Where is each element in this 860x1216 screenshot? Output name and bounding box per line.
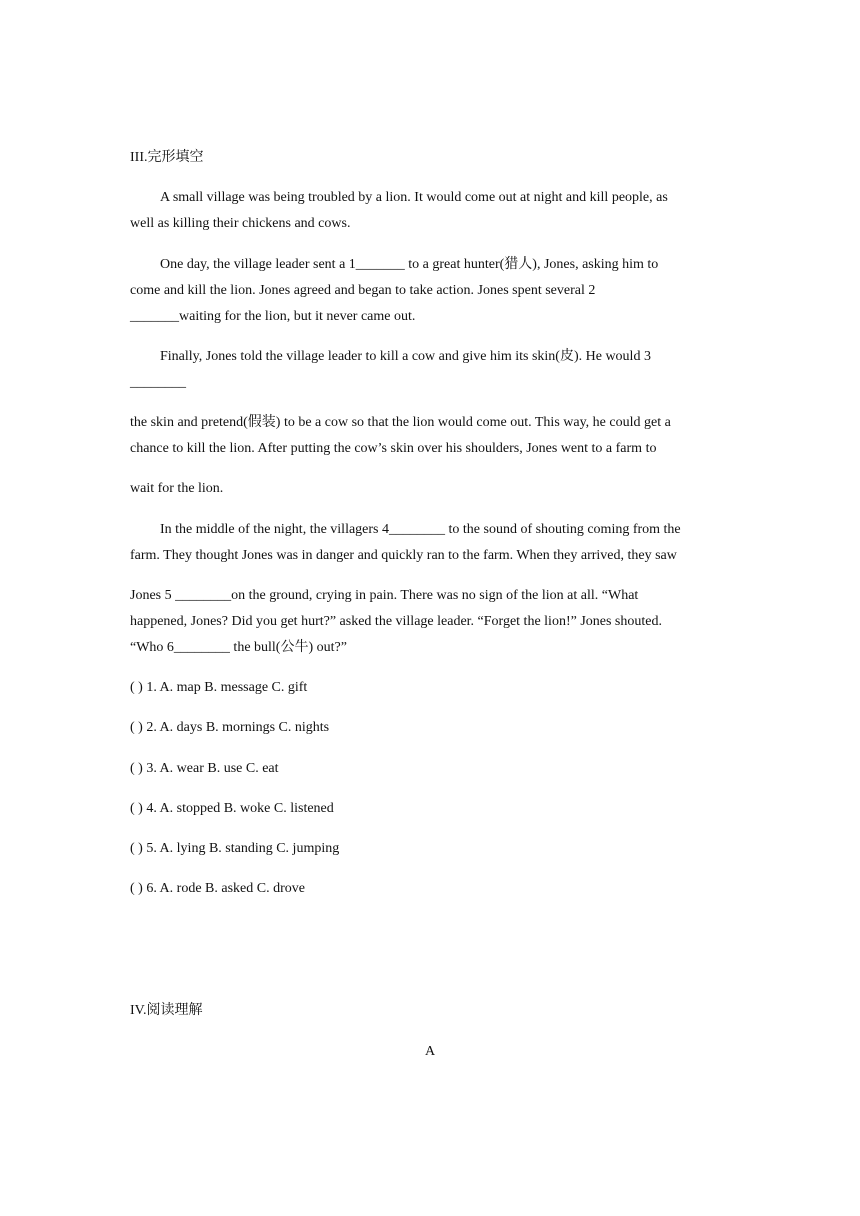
question-item: ( ) 1. A. map B. message C. gift [130,680,308,695]
question-item: ( ) 5. A. lying B. standing C. jumping [130,841,340,856]
passage-line: Jones 5 ________on the ground, crying in pain. There was no sign of the lion at all. “What [130,588,639,603]
passage-label: A [424,1044,436,1059]
question-item: ( ) 2. A. days B. mornings C. nights [130,720,330,735]
section-4-title: IV.阅读理解 [130,1003,203,1018]
passage-line: wait for the lion. [130,481,224,496]
passage-line: One day, the village leader sent a 1_______ to a great hunter(猎人), Jones, asking him to [160,257,659,272]
passage-line: come and kill the lion. Jones agreed and began to take action. Jones spent several 2 [130,283,596,298]
section-3-title: III.完形填空 [130,150,204,165]
question-item: ( ) 3. A. wear B. use C. eat [130,761,279,776]
passage-line: _______waiting for the lion, but it never came out. [130,309,416,324]
passage-line: chance to kill the lion. After putting the cow’s skin over his shoulders, Jones went to a farm to [130,441,657,456]
question-item: ( ) 4. A. stopped B. woke C. listened [130,801,334,816]
passage-line: happened, Jones? Did you get hurt?” asked the village leader. “Forget the lion!” Jones shouted. [130,614,662,629]
passage-line: Finally, Jones told the village leader to kill a cow and give him its skin(皮). He would 3 [160,349,651,364]
passage-line: ________ [130,375,186,390]
passage-line: In the middle of the night, the villagers 4________ to the sound of shouting coming from the [160,522,681,537]
passage-line: A small village was being troubled by a lion. It would come out at night and kill people, as [160,190,668,205]
passage-line: well as killing their chickens and cows. [130,216,351,231]
passage-line: “Who 6________ the bull(公牛) out?” [130,640,347,655]
passage-line: farm. They thought Jones was in danger and quickly ran to the farm. When they arrived, they saw [130,548,677,563]
passage-line: the skin and pretend(假装) to be a cow so that the lion would come out. This way, he could get a [130,415,671,430]
question-item: ( ) 6. A. rode B. asked C. drove [130,881,305,896]
